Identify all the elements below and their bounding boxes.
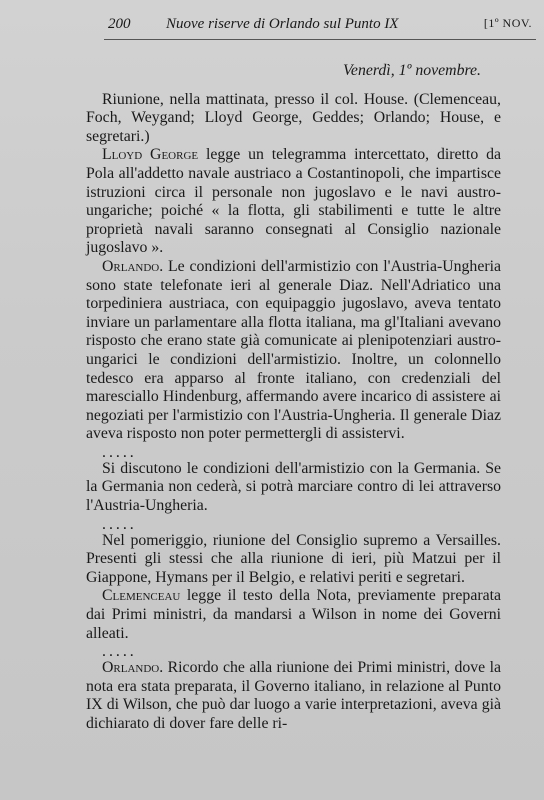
paragraph-6-text: legge il testo della Nota, previamente preparata dai Primi ministri, da mandarsi a Wilson in nome dei Governi alleati. (86, 587, 501, 642)
marginal-date: [1º NOV. (483, 16, 532, 30)
paragraph-7-text: . Ricordo che alla riunione dei Primi ministri, dove la nota era stata preparata, il Governo italiano, in relazione al Punto IX di Wilson, che può dar luogo a varie interpretazioni, aveva già dichiarato di dover fare delle ri- (86, 659, 501, 732)
running-head-title: Nuove riserve di Orlando sul Punto IX (166, 16, 399, 32)
body-text (86, 62, 501, 734)
paragraph-7 (86, 659, 501, 733)
paragraph-3-text: . Le condizioni dell'armistizio con l'Austria-Ungheria sono state telefonate ieri al generale Diaz. Nell'Adriatico una torpediniera austriaca, con equipaggio jugoslavo, aveva tentato inviare un parlamentare alla flotta italiana, ma gl'Italiani avevano risposto che erano state già comunicate ai plenipotenziari austro-ungarici le condizioni dell'armistizio. Inoltre, un colonnello tedesco era apparso al fronte italiano, con credenziali del maresciallo Hindenburg, affermando avere incarico di assistere ai negoziati per l'armistizio con l'Austria-Ungheria. Il generale Diaz aveva risposto non poter permettergli di assistervi. (86, 257, 501, 443)
ellipsis-separator: ..... (102, 443, 137, 461)
speaker-name: Orlando (102, 659, 160, 677)
header-rule (104, 39, 536, 40)
date-line: Venerdì, 1º novembre. (343, 62, 481, 79)
page-number: 200 (108, 16, 131, 32)
speaker-name: Clemenceau (102, 587, 181, 605)
paragraph-2-text: legge un telegramma intercettato, diretto da Pola all'addetto navale austriaco a Costantinopoli, che impartisce istruzioni circa il personale non jugoslavo e le navi austro-ungariche; poiché « la flotta, gli stabilimenti e tutte le altre proprietà navali saranno consegnati al Consiglio nazionale jugoslavo ». (86, 146, 501, 257)
paragraph-1: Riunione, nella mattinata, presso il col. House. (Clemenceau, Foch, Weygand; Lloyd George, Geddes; Orlando; House, e segretari.) (86, 90, 501, 145)
running-head (104, 16, 532, 36)
paragraph-4: Si discutono le condizioni dell'armistizio con la Germania. Se la Germania non cederà, si potrà marciare contro di lei attraverso l'Austria-Ungheria. (86, 459, 501, 515)
paragraph-2 (86, 146, 501, 258)
speaker-name: Lloyd George (102, 146, 199, 164)
ellipsis-separator: ..... (102, 515, 137, 533)
paragraph-3 (86, 258, 501, 444)
paragraph-5: Nel pomeriggio, riunione del Consiglio supremo a Versailles. Presenti gli stessi che alla riunione di ieri, più Matzui per il Giappone, Hymans per il Belgio, e relativi periti e segretari. (86, 531, 501, 586)
ellipsis-separator: ..... (102, 643, 137, 661)
paragraph-6 (86, 587, 501, 643)
speaker-name: Orlando (102, 257, 160, 275)
